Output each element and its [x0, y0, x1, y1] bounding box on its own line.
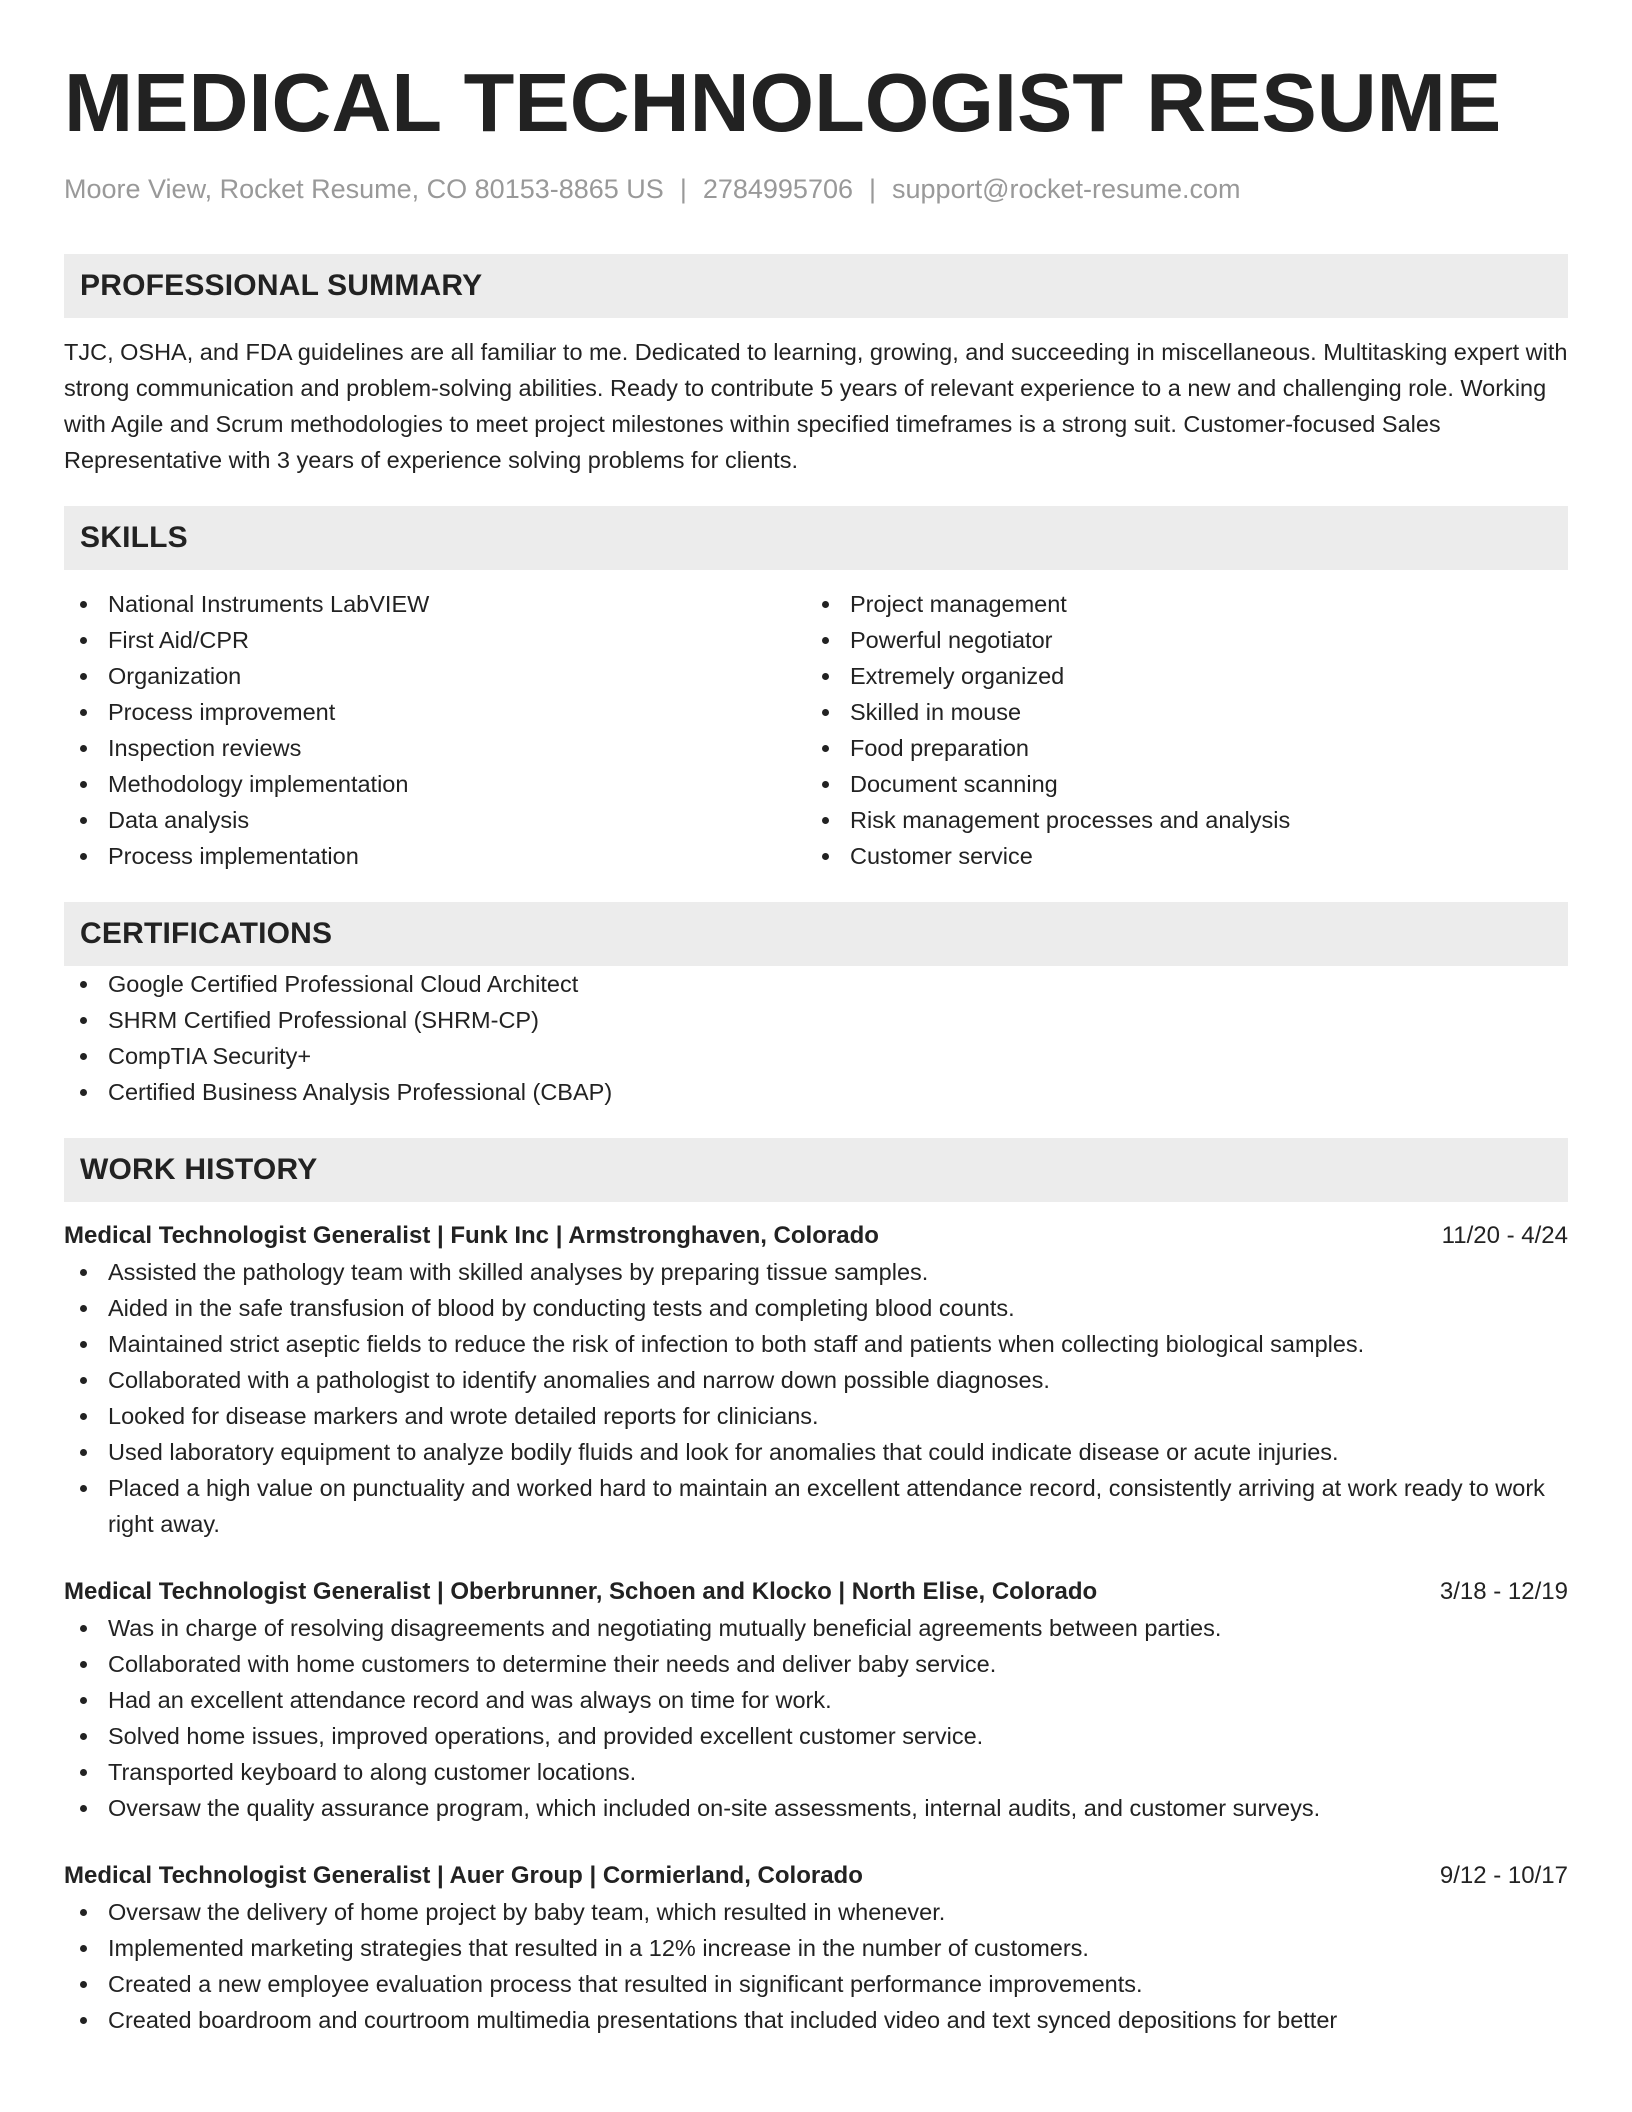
skill-item: Process improvement — [64, 694, 806, 730]
job-duty: Implemented marketing strategies that resulted in a 12% increase in the number of customers. — [64, 1930, 1568, 1966]
job-header — [64, 1574, 1568, 1610]
job-entry — [64, 1218, 1568, 1542]
certification-item: SHRM Certified Professional (SHRM-CP) — [64, 1002, 1568, 1038]
job-duty: Maintained strict aseptic fields to reduce the risk of infection to both staff and patients when collecting biological samples. — [64, 1326, 1568, 1362]
job-duty: Transported keyboard to along customer locations. — [64, 1754, 1568, 1790]
skill-item: Inspection reviews — [64, 730, 806, 766]
certification-list — [64, 966, 1568, 1110]
job-entry — [64, 1858, 1568, 2038]
certification-item: CompTIA Security+ — [64, 1038, 1568, 1074]
job-duty: Solved home issues, improved operations, and provided excellent customer service. — [64, 1718, 1568, 1754]
job-header — [64, 1218, 1568, 1254]
section-heading-summary: PROFESSIONAL SUMMARY — [64, 254, 1568, 318]
job-dates: 9/12 - 10/17 — [1439, 1862, 1568, 1889]
job-duty: Had an excellent attendance record and was always on time for work. — [64, 1682, 1568, 1718]
skill-item: Process implementation — [64, 838, 806, 874]
job-duty: Assisted the pathology team with skilled analyses by preparing tissue samples. — [64, 1254, 1568, 1290]
job-dates: 3/18 - 12/19 — [1439, 1578, 1568, 1605]
contact-separator: | — [679, 174, 687, 204]
skill-item: Food preparation — [806, 730, 1548, 766]
skill-item: Methodology implementation — [64, 766, 806, 802]
skill-item: Risk management processes and analysis — [806, 802, 1548, 838]
job-duty: Placed a high value on punctuality and worked hard to maintain an excellent attendance record, consistently arriving at work ready to work right away. — [64, 1470, 1568, 1542]
skills-column-right — [806, 586, 1548, 874]
job-duties — [64, 1610, 1568, 1826]
job-duty: Oversaw the delivery of home project by baby team, which resulted in whenever. — [64, 1894, 1568, 1930]
job-duty: Created a new employee evaluation process that resulted in significant performance improvements. — [64, 1966, 1568, 2002]
summary-text: TJC, OSHA, and FDA guidelines are all familiar to me. Dedicated to learning, growing, and succeeding in miscellaneous. Multitasking expert with strong communication and problem-solving abilities. Ready to contribute 5 years of relevant experience to a new and challenging role. Working with Agile and Scrum methodologies to meet project milestones within specified timeframes is a strong suit. Customer-focused Sales Representative with 3 years of experience solving problems for clients. — [64, 339, 1568, 473]
job-duty: Used laboratory equipment to analyze bodily fluids and look for anomalies that could indicate disease or acute injuries. — [64, 1434, 1568, 1470]
job-title: Medical Technologist Generalist | Funk Inc | Armstronghaven, Colorado — [64, 1222, 879, 1249]
section-heading-work-history: WORK HISTORY — [64, 1138, 1568, 1202]
job-duty: Looked for disease markers and wrote detailed reports for clinicians. — [64, 1398, 1568, 1434]
job-duty: Collaborated with home customers to determine their needs and deliver baby service. — [64, 1646, 1568, 1682]
skill-item: Skilled in mouse — [806, 694, 1548, 730]
section-heading-certifications: CERTIFICATIONS — [64, 902, 1568, 966]
skill-item: Project management — [806, 586, 1548, 622]
skill-item: Organization — [64, 658, 806, 694]
resume-content — [64, 56, 1568, 2038]
job-duty: Was in charge of resolving disagreements and negotiating mutually beneficial agreements between parties. — [64, 1610, 1568, 1646]
skill-item: Extremely organized — [806, 658, 1548, 694]
job-duties — [64, 1894, 1568, 2038]
contact-address: Moore View, Rocket Resume, CO 80153-8865 US — [64, 174, 664, 204]
contact-separator: | — [869, 174, 877, 204]
job-duty: Created boardroom and courtroom multimedia presentations that included video and text synced depositions for better — [64, 2002, 1568, 2038]
job-dates: 11/20 - 4/24 — [1441, 1222, 1568, 1249]
job-duties — [64, 1254, 1568, 1542]
skill-item: Powerful negotiator — [806, 622, 1548, 658]
job-entry — [64, 1574, 1568, 1826]
skill-item: First Aid/CPR — [64, 622, 806, 658]
resume-title: MEDICAL TECHNOLOGIST RESUME — [64, 56, 1502, 149]
job-duty: Aided in the safe transfusion of blood by conducting tests and completing blood counts. — [64, 1290, 1568, 1326]
certification-item: Google Certified Professional Cloud Architect — [64, 966, 1568, 1002]
job-title: Medical Technologist Generalist | Oberbrunner, Schoen and Klocko | North Elise, Colorado — [64, 1578, 1098, 1605]
job-header — [64, 1858, 1568, 1894]
skills-grid — [64, 586, 1568, 874]
skill-item: National Instruments LabVIEW — [64, 586, 806, 622]
contact-email: support@rocket-resume.com — [892, 174, 1241, 204]
skill-item: Customer service — [806, 838, 1548, 874]
skills-column-left — [64, 586, 806, 874]
certification-item: Certified Business Analysis Professional (CBAP) — [64, 1074, 1568, 1110]
job-duty: Oversaw the quality assurance program, which included on-site assessments, internal audits, and customer surveys. — [64, 1790, 1568, 1826]
job-duty: Collaborated with a pathologist to identify anomalies and narrow down possible diagnoses. — [64, 1362, 1568, 1398]
section-heading-skills: SKILLS — [64, 506, 1568, 570]
contact-line — [64, 172, 1568, 206]
job-title: Medical Technologist Generalist | Auer Group | Cormierland, Colorado — [64, 1862, 863, 1889]
skill-item: Document scanning — [806, 766, 1548, 802]
skill-item: Data analysis — [64, 802, 806, 838]
contact-phone: 2784995706 — [702, 174, 853, 204]
